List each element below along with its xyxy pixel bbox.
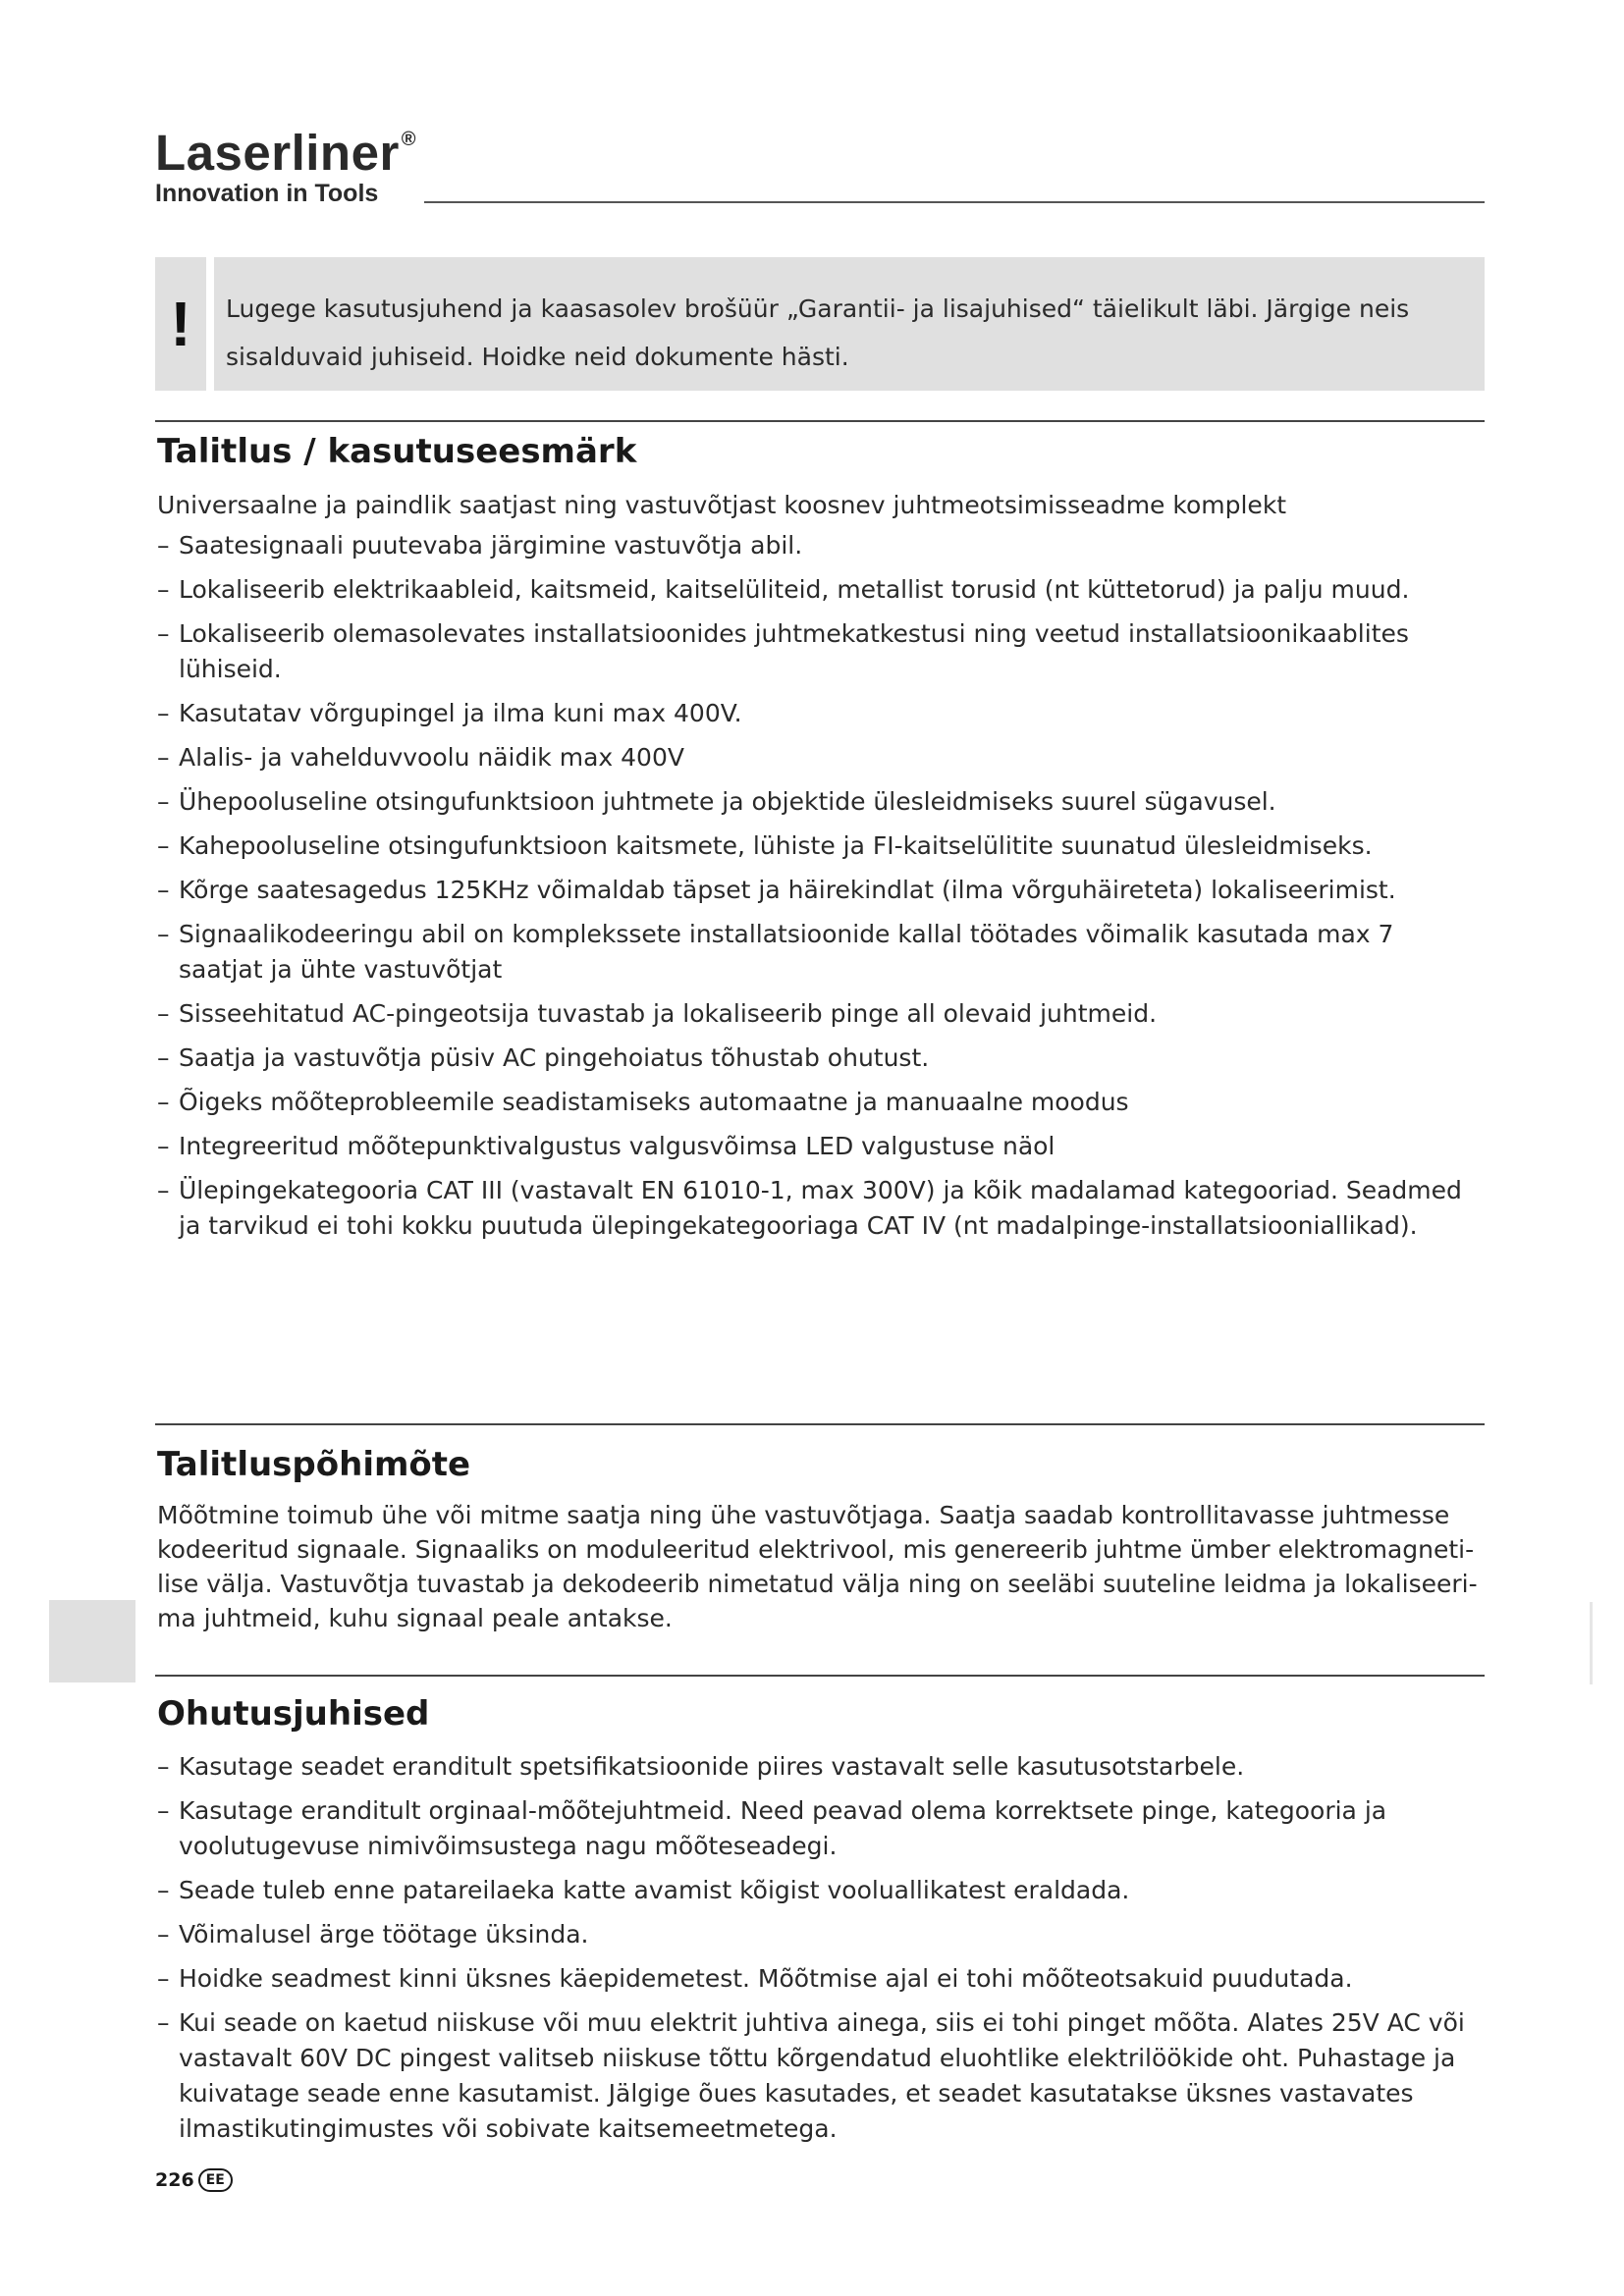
- registered-mark: ®: [401, 129, 417, 150]
- section-title-principle: Talitluspõhimõte: [157, 1445, 471, 1484]
- list-item: – Kõrge saatesagedus 125KHz võimaldab täpset ja häirekindlat (ilma võrguhäireteta) lokaliseerimist.: [157, 873, 1485, 908]
- section-title-function: Talitlus / kasutuseesmärk: [157, 432, 637, 471]
- section-divider: [155, 1675, 1485, 1677]
- section-divider: [155, 1423, 1485, 1425]
- notice-text: Lugege kasutusjuhend ja kaasasolev brošüür „Garantii- ja lisajuhised“ täielikult läbi. Järgige neis sisalduvaid juhiseid. Hoidke neid dokumente hästi.: [214, 257, 1485, 391]
- list-item: – Lokaliseerib elektrikaableid, kaitsmeid, kaitselüliteid, metallist torusid (nt küttetorud) ja palju muud.: [157, 572, 1485, 608]
- page-number: 226: [155, 2169, 194, 2191]
- list-item: – Alalis- ja vahelduvvoolu näidik max 400V: [157, 740, 1485, 775]
- edge-marker: [1590, 1602, 1593, 1684]
- list-item: – Seade tuleb enne patareilaeka katte avamist kõigist vooluallikatest eraldada.: [157, 1873, 1485, 1908]
- notice-box: [155, 257, 1485, 391]
- list-item: – Signaalikodeeringu abil on komplekssete installatsioonide kallal töötades võimalik kasutada max 7 saatjat ja ühte vastuvõtjat: [157, 917, 1485, 988]
- safety-list: [157, 1749, 1485, 2156]
- page-footer: [155, 2168, 233, 2192]
- list-item: – Kasutatav võrgupingel ja ilma kuni max 400V.: [157, 696, 1485, 731]
- list-item: – Ülepingekategooria CAT III (vastavalt EN 61010-1, max 300V) ja kõik madalamad kategooriad. Seadmed ja tarvikud ei tohi kokku puutuda ülepingekategooriaga CAT IV (nt madalpinge-installatsiooniallikad).: [157, 1173, 1485, 1244]
- header-divider: [424, 201, 1485, 203]
- section-divider: [155, 420, 1485, 422]
- function-intro: Universaalne ja paindlik saatjast ning vastuvõtjast koosnev juhtmeotsimisseadme komplekt: [157, 491, 1287, 519]
- brand-name: Laserliner: [155, 125, 400, 181]
- list-item: – Hoidke seadmest kinni üksnes käepidemetest. Mõõtmise ajal ei tohi mõõteotsakuid puudutada.: [157, 1961, 1485, 1997]
- list-item: – Integreeritud mõõtepunktivalgustus valgusvõimsa LED valgustuse näol: [157, 1129, 1485, 1164]
- brand-tagline: Innovation in Tools: [155, 180, 379, 207]
- list-item: – Kasutage eranditult orginaal-mõõtejuhtmeid. Need peavad olema korrektsete pinge, kategooria ja voolutugevuse nimivõimsustega nagu mõõteseadegi.: [157, 1793, 1485, 1864]
- list-item: – Kui seade on kaetud niiskuse või muu elektrit juhtiva ainega, siis ei tohi pinget mõõta. Alates 25V AC või vastavalt 60V DC pingest valitseb niiskuse tõttu kõrgendatud eluohtlike elektrilöökide oht. Puhastage ja kuivatage seade enne kasutamist. Jälgige õues kasutades, et seadet kasutatakse üksnes vastavates ilmastikutingimustes või sobivate kaitsemeetmetega.: [157, 2005, 1485, 2147]
- list-item: – Õigeks mõõteprobleemile seadistamiseks automaatne ja manuaalne moodus: [157, 1085, 1485, 1120]
- exclamation-icon: !: [155, 257, 206, 391]
- side-tab-marker: [49, 1600, 135, 1682]
- language-badge: EE: [198, 2168, 233, 2192]
- list-item: – Võimalusel ärge töötage üksinda.: [157, 1917, 1485, 1952]
- brand-logo: [155, 125, 417, 207]
- list-item: – Kasutage seadet eranditult spetsifikatsioonide piires vastavalt selle kasutusotstarbele.: [157, 1749, 1485, 1785]
- list-item: – Ühepooluseline otsingufunktsioon juhtmete ja objektide ülesleidmiseks suurel sügavusel.: [157, 784, 1485, 820]
- principle-text: Mõõtmine toimub ühe või mitme saatja ning ühe vastuvõtjaga. Saatja saadab kontrollitavasse juhtmesse kodeeritud signaale. Signaaliks on moduleeritud elektrivool, mis genereerib juhtme ümber elektromagneti- lise välja. Vastuvõtja tuvastab ja dekodeerib nimetatud välja ning on seeläbi suuteline leidma ja lokaliseeri- ma juhtmeid, kuhu signaal peale antakse.: [157, 1501, 1478, 1632]
- list-item: – Lokaliseerib olemasolevates installatsioonides juhtmekatkestusi ning veetud installatsioonikaablites lühiseid.: [157, 616, 1485, 687]
- list-item: – Saatesignaali puutevaba järgimine vastuvõtja abil.: [157, 528, 1485, 563]
- section-title-safety: Ohutusjuhised: [157, 1694, 430, 1734]
- list-item: – Sisseehitatud AC-pingeotsija tuvastab ja lokaliseerib pinge all olevaid juhtmeid.: [157, 996, 1485, 1032]
- function-list: [157, 528, 1485, 1253]
- list-item: – Saatja ja vastuvõtja püsiv AC pingehoiatus tõhustab ohutust.: [157, 1041, 1485, 1076]
- list-item: – Kahepooluseline otsingufunktsioon kaitsmete, lühiste ja FI-kaitselülitite suunatud ülesleidmiseks.: [157, 828, 1485, 864]
